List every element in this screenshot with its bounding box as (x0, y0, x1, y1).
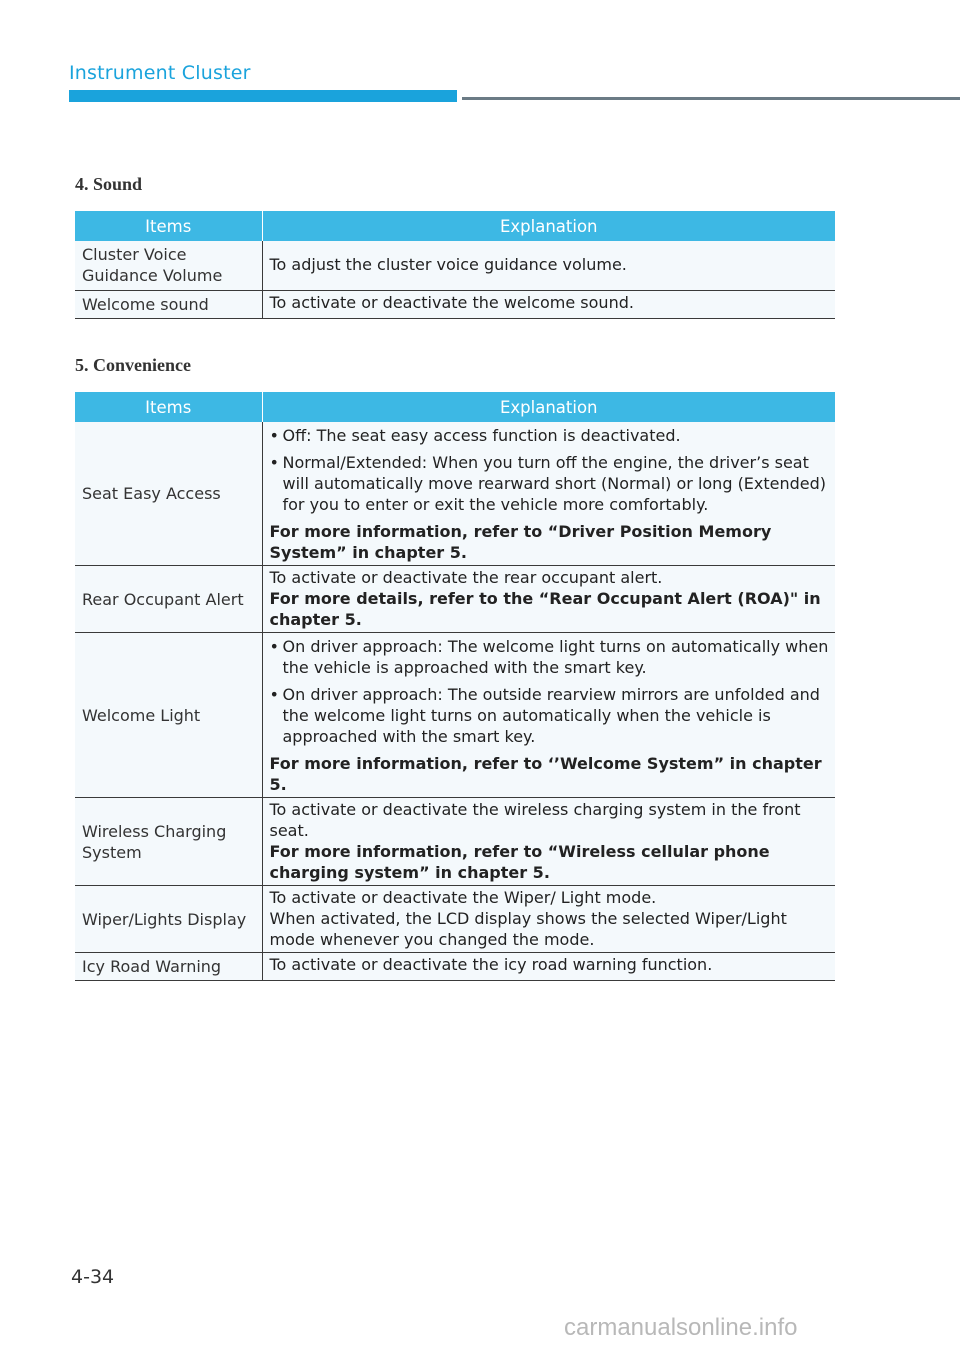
bullet-item: • Normal/Extended: When you turn off the engine, the driver’s seat will automatically move rearward short (Normal) or long (Extended) for you to enter or exit the vehicle more comfortably. (270, 452, 830, 515)
reference-note: For more information, refer to “Wireless cellular phone charging system” in chapter 5. (269, 842, 770, 882)
watermark: carmanualsonline.info (564, 1314, 798, 1341)
column-header-items: Items (75, 211, 262, 241)
table-row (75, 422, 835, 566)
bullet-item: • On driver approach: The outside rearview mirrors are unfolded and the welcome light turns on automatically when the vehicle is approached with the smart key. (270, 684, 830, 747)
column-header-explanation: Explanation (262, 211, 835, 241)
explanation-cell: To adjust the cluster voice guidance volume. (262, 241, 835, 290)
table-row (75, 798, 835, 886)
header-rule (462, 97, 960, 100)
item-cell: Rear Occupant Alert (75, 566, 262, 633)
table-row (75, 566, 835, 633)
reference-note: For more information, refer to ‘’Welcome System” in chapter 5. (269, 754, 822, 794)
explanation-cell (262, 886, 835, 953)
explanation-cell (262, 422, 835, 566)
table-row (75, 633, 835, 798)
table-row (75, 886, 835, 953)
table-header-row (75, 392, 835, 422)
column-header-explanation: Explanation (262, 392, 835, 422)
explanation-text: To activate or deactivate the Wiper/ Light mode. (269, 888, 657, 907)
item-cell: Icy Road Warning (75, 953, 262, 981)
item-cell: Wireless Charging System (75, 798, 262, 886)
section-title-convenience: 5. Convenience (75, 355, 191, 375)
header-title: Instrument Cluster (69, 62, 251, 84)
explanation-cell (262, 798, 835, 886)
explanation-text: To activate or deactivate the rear occupant alert. (269, 568, 663, 587)
header-accent-bar (69, 90, 457, 102)
table-row (75, 953, 835, 981)
table-row (75, 241, 835, 290)
explanation-cell (262, 633, 835, 798)
item-cell: Wiper/Lights Display (75, 886, 262, 953)
section-title-sound: 4. Sound (75, 174, 143, 194)
item-cell: Welcome Light (75, 633, 262, 798)
item-cell: Welcome sound (75, 290, 262, 318)
page-number: 4-34 (71, 1266, 115, 1288)
explanation-cell: To activate or deactivate the icy road warning function. (262, 953, 835, 981)
explanation-text: When activated, the LCD display shows the selected Wiper/Light mode whenever you changed the mode. (269, 909, 787, 949)
item-cell: Cluster Voice Guidance Volume (75, 241, 262, 290)
reference-note: For more information, refer to “Driver Position Memory System” in chapter 5. (269, 522, 772, 562)
item-cell: Seat Easy Access (75, 422, 262, 566)
convenience-table (75, 392, 835, 981)
bullet-item: • On driver approach: The welcome light turns on automatically when the vehicle is approached with the smart key. (270, 636, 830, 678)
sound-table (75, 211, 835, 319)
explanation-text: To activate or deactivate the wireless charging system in the front seat. (269, 800, 801, 840)
explanation-cell (262, 566, 835, 633)
explanation-cell: To activate or deactivate the welcome sound. (262, 290, 835, 318)
column-header-items: Items (75, 392, 262, 422)
table-header-row (75, 211, 835, 241)
bullet-item: • Off: The seat easy access function is deactivated. (270, 425, 830, 446)
table-row (75, 290, 835, 318)
reference-note: For more details, refer to the “Rear Occupant Alert (ROA)" in chapter 5. (269, 589, 821, 629)
